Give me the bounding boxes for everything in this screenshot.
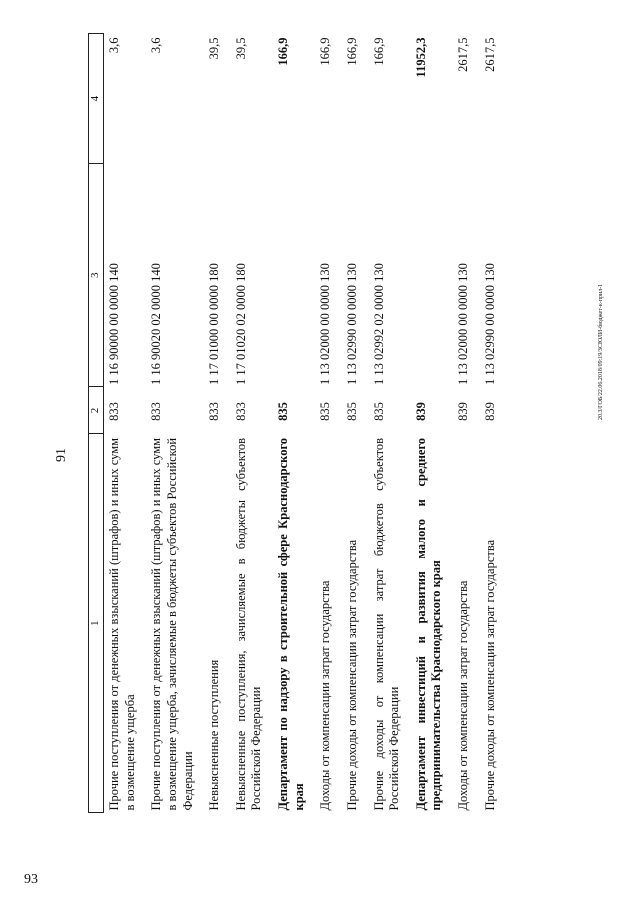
row-income-code: 1 17 01000 00 0000 180 (207, 263, 222, 385)
table-row (448, 34, 475, 813)
table-row-department (268, 34, 310, 813)
row-name: Прочие поступления от денежных взысканий (штрафов) и иных сумм в возмещение ущерба, зачисляемые в бюджеты субъектов Российской Федерации (149, 437, 195, 811)
header-col-1: 1 (89, 434, 104, 813)
row-admin-code: 835 (344, 402, 359, 421)
row-income-code: 1 13 02990 00 0000 130 (482, 263, 497, 385)
row-admin-code: 839 (482, 402, 497, 421)
row-admin-code: 835 (276, 402, 290, 421)
row-income-code: 1 16 90020 02 0000 140 (149, 263, 164, 385)
row-amount: 11952,3 (413, 37, 428, 78)
row-amount: 2617,5 (482, 37, 497, 72)
row-name: Департамент по надзору в строительной сфере Краснодарского края (276, 437, 306, 811)
row-amount: 3,6 (149, 37, 164, 54)
row-name: Доходы от компенсации затрат государства (318, 580, 333, 811)
row-amount: 39,5 (207, 37, 222, 60)
row-name: Невыясненные поступления (207, 659, 222, 811)
row-admin-code: 835 (371, 402, 386, 421)
row-admin-code: 839 (456, 402, 470, 421)
row-admin-code: 833 (207, 402, 222, 421)
row-amount: 166,9 (344, 37, 359, 66)
row-income-code: 1 13 02992 02 0000 130 (371, 263, 386, 385)
row-name: Прочие доходы от компенсации затрат государства (482, 539, 497, 811)
table-row-department (406, 34, 448, 813)
footer-code: 20.3/ГОБ/22.06.2018/09:19/ЗСЮЛИ-бюджет-к-прил-1 (598, 283, 604, 420)
row-amount: 166,9 (276, 37, 290, 66)
table-row (310, 34, 337, 813)
row-admin-code: 839 (413, 402, 428, 421)
table-row (199, 34, 226, 813)
row-admin-code: 833 (107, 402, 121, 421)
budget-table (88, 33, 501, 813)
row-name: Прочие доходы от компенсации затрат государства (344, 539, 359, 811)
row-amount: 3,6 (107, 37, 121, 54)
row-amount: 166,9 (371, 37, 386, 66)
row-amount: 2617,5 (456, 37, 470, 72)
row-admin-code: 833 (233, 402, 248, 421)
table-body (104, 34, 502, 813)
row-name: Невыясненные поступления, зачисляемые в бюджеты субъектов Российской Федерации (233, 437, 264, 811)
row-name: Департамент инвестиций и развития малого и среднего предпринимательства Краснодарского края (413, 437, 444, 811)
page-number-top: 91 (54, 448, 69, 462)
row-income-code (268, 164, 310, 387)
row-admin-code: 835 (318, 402, 333, 421)
row-income-code: 1 13 02000 00 0000 130 (318, 263, 333, 385)
row-admin-code: 833 (149, 402, 164, 421)
table-row (104, 34, 142, 813)
row-income-code (406, 164, 448, 387)
table-row (226, 34, 268, 813)
table-row (337, 34, 364, 813)
table-header-row (89, 34, 104, 813)
row-income-code: 1 17 01020 02 0000 180 (233, 263, 248, 385)
row-income-code: 1 13 02000 00 0000 130 (456, 263, 470, 385)
row-amount: 39,5 (233, 37, 248, 60)
page-number-bottom: 93 (24, 872, 38, 887)
row-name: Доходы от компенсации затрат государства (456, 580, 470, 811)
row-name: Прочие доходы от компенсации затрат бюджетов субъектов Российской Федерации (371, 437, 402, 811)
row-amount: 166,9 (318, 37, 333, 66)
table-row (475, 34, 502, 813)
header-col-3: 3 (89, 164, 104, 387)
row-name: Прочие поступления от денежных взысканий (штрафов) и иных сумм в возмещение ущерба (107, 437, 137, 811)
row-income-code: 1 16 90000 00 0000 140 (107, 263, 121, 385)
table-row (141, 34, 199, 813)
header-col-2: 2 (89, 387, 104, 434)
row-income-code: 1 13 02990 00 0000 130 (344, 263, 359, 385)
table-row (364, 34, 406, 813)
header-col-4: 4 (89, 34, 104, 164)
